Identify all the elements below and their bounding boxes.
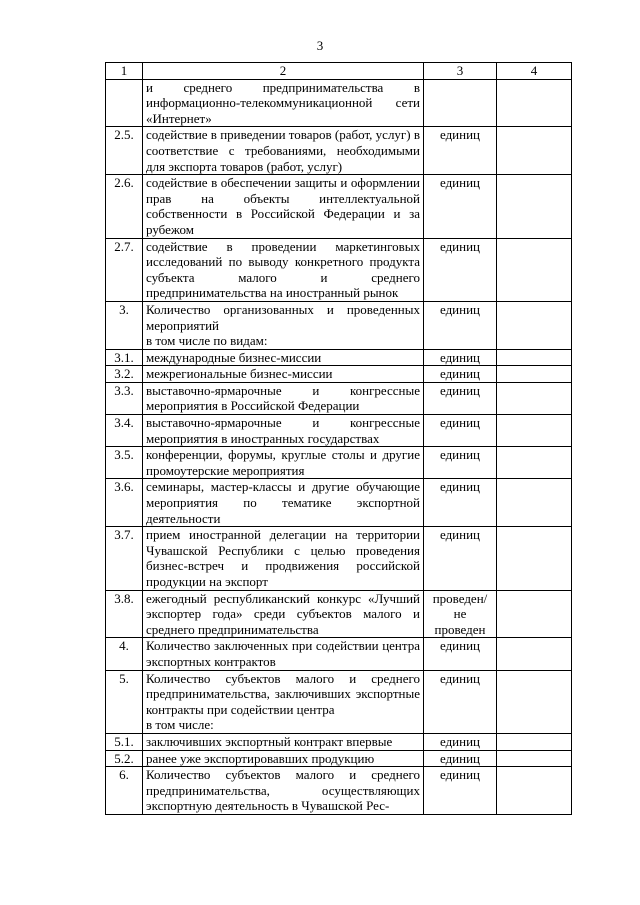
row-value [497, 238, 572, 301]
row-unit: единиц [424, 767, 497, 815]
row-unit: единиц [424, 527, 497, 590]
row-unit: единиц [424, 670, 497, 717]
row-text: выставочно-ярмарочные и конгрессные мероприятия в иностранных государствах [143, 415, 424, 447]
table-row [106, 447, 572, 479]
row-text: конференции, форумы, круглые столы и другие промоутерские мероприятия [143, 447, 424, 479]
row-value [497, 301, 572, 333]
row-text: ежегодный республиканский конкурс «Лучший экспортер года» среди субъектов малого и среднего предпринимательства [143, 590, 424, 638]
row-unit: единиц [424, 238, 497, 301]
row-unit: единиц [424, 127, 497, 175]
row-value [497, 733, 572, 750]
row-value [497, 670, 572, 717]
row-number [106, 79, 143, 127]
column-header: 2 [143, 63, 424, 80]
table-row [106, 415, 572, 447]
table-header-row [106, 63, 572, 80]
row-unit: единиц [424, 750, 497, 767]
table-row [106, 733, 572, 750]
row-value [497, 333, 572, 349]
table-row [106, 527, 572, 590]
table-row [106, 79, 572, 127]
row-number: 3.8. [106, 590, 143, 638]
row-number: 3.6. [106, 479, 143, 527]
row-number: 4. [106, 638, 143, 670]
row-unit [424, 333, 497, 349]
row-value [497, 638, 572, 670]
row-unit: проведен/не проведен [424, 590, 497, 638]
table-row [106, 717, 572, 733]
row-unit: единиц [424, 415, 497, 447]
row-text: в том числе: [143, 717, 424, 733]
row-value [497, 175, 572, 238]
row-value [497, 750, 572, 767]
row-number: 3.3. [106, 382, 143, 414]
table-row [106, 670, 572, 717]
row-number: 3.1. [106, 349, 143, 366]
row-unit: единиц [424, 447, 497, 479]
table-row [106, 750, 572, 767]
table-row [106, 366, 572, 383]
row-value [497, 717, 572, 733]
row-text: Количество организованных и проведенных мероприятий [143, 301, 424, 333]
row-value [497, 415, 572, 447]
table-row [106, 175, 572, 238]
column-header: 4 [497, 63, 572, 80]
table-row [106, 238, 572, 301]
row-number: 3.5. [106, 447, 143, 479]
table-row [106, 590, 572, 638]
column-header: 3 [424, 63, 497, 80]
row-unit [424, 79, 497, 127]
row-text: содействие в приведении товаров (работ, услуг) в соответствие с требованиями, необходимыми для экспорта товаров (работ, услуг) [143, 127, 424, 175]
row-unit: единиц [424, 366, 497, 383]
row-text: содействие в обеспечении защиты и оформлении прав на объекты интеллектуальной собственности в Российской Федерации и за рубежом [143, 175, 424, 238]
table-row [106, 479, 572, 527]
row-text: семинары, мастер-классы и другие обучающие мероприятия по тематике экспортной деятельности [143, 479, 424, 527]
table-row [106, 767, 572, 815]
row-unit: единиц [424, 349, 497, 366]
row-number: 6. [106, 767, 143, 815]
row-number: 2.6. [106, 175, 143, 238]
table-row [106, 333, 572, 349]
row-unit: единиц [424, 382, 497, 414]
table-row [106, 382, 572, 414]
row-text: прием иностранной делегации на территории Чувашской Республики с целью проведения бизнес-встреч и продвижения российской продукции на экспорт [143, 527, 424, 590]
row-number [106, 333, 143, 349]
row-value [497, 366, 572, 383]
row-text: заключивших экспортный контракт впервые [143, 733, 424, 750]
row-text: Количество заключенных при содействии центра экспортных контрактов [143, 638, 424, 670]
row-value [497, 767, 572, 815]
row-text: ранее уже экспортировавших продукцию [143, 750, 424, 767]
row-value [497, 79, 572, 127]
row-value [497, 590, 572, 638]
row-number: 2.7. [106, 238, 143, 301]
row-number: 5.2. [106, 750, 143, 767]
row-unit [424, 717, 497, 733]
row-unit: единиц [424, 638, 497, 670]
table-row [106, 638, 572, 670]
row-value [497, 527, 572, 590]
table-row [106, 349, 572, 366]
row-number: 3.4. [106, 415, 143, 447]
row-text: и среднего предпринимательства в информационно-телекоммуникационной сети «Интернет» [143, 79, 424, 127]
page-number: 3 [316, 38, 324, 53]
row-number [106, 717, 143, 733]
row-unit: единиц [424, 733, 497, 750]
table-row [106, 301, 572, 333]
row-unit: единиц [424, 301, 497, 333]
row-number: 2.5. [106, 127, 143, 175]
row-text: межрегиональные бизнес-миссии [143, 366, 424, 383]
column-header: 1 [106, 63, 143, 80]
row-number: 5.1. [106, 733, 143, 750]
table-row [106, 127, 572, 175]
row-text: международные бизнес-миссии [143, 349, 424, 366]
row-text: в том числе по видам: [143, 333, 424, 349]
row-value [497, 447, 572, 479]
row-value [497, 349, 572, 366]
row-value [497, 382, 572, 414]
row-number: 5. [106, 670, 143, 717]
row-value [497, 127, 572, 175]
row-unit: единиц [424, 479, 497, 527]
row-text: выставочно-ярмарочные и конгрессные мероприятия в Российской Федерации [143, 382, 424, 414]
row-number: 3.2. [106, 366, 143, 383]
row-text: Количество субъектов малого и среднего предпринимательства, осуществляющих экспортную деятельность в Чувашской Рес- [143, 767, 424, 815]
row-value [497, 479, 572, 527]
row-number: 3. [106, 301, 143, 333]
row-number: 3.7. [106, 527, 143, 590]
row-unit: единиц [424, 175, 497, 238]
row-text: Количество субъектов малого и среднего предпринимательства, заключивших экспортные контракты при содействии центра [143, 670, 424, 717]
row-text: содействие в проведении маркетинговых исследований по выводу конкретного продукта субъекта малого и среднего предпринимательства на иностранный рынок [143, 238, 424, 301]
indicators-table [105, 62, 572, 815]
